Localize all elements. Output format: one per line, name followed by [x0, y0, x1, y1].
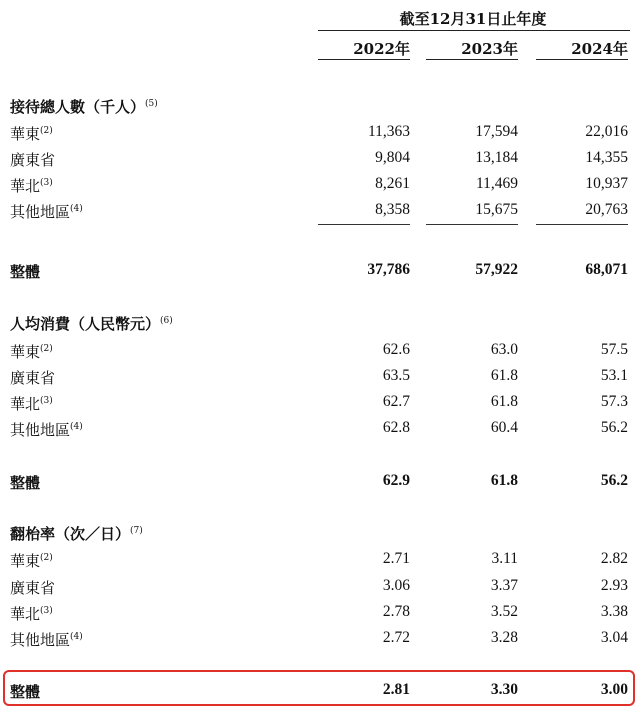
row-label: 華東$^{(2)}$ — [10, 343, 53, 361]
total-value: 61.8 — [490, 472, 518, 489]
row-label: 華東$^{(2)}$ — [10, 125, 53, 143]
cell-value: 3.11 — [491, 550, 518, 567]
cell-value: 3.06 — [382, 577, 410, 594]
cell-value: 14,355 — [585, 149, 628, 166]
cell-value: 13,184 — [475, 149, 518, 166]
total-value: 68,071 — [585, 261, 628, 278]
cell-value: 8,261 — [375, 175, 410, 192]
cell-value: 3.04 — [600, 629, 628, 646]
row-label: 其他地區$^{(4)}$ — [10, 421, 83, 439]
cell-value: 2.93 — [600, 577, 628, 594]
row-label: 其他地區$^{(4)}$ — [10, 631, 83, 649]
row-label: 華北$^{(3)}$ — [10, 395, 53, 413]
row-label: 廣東省 — [10, 369, 56, 387]
cell-value: 62.7 — [382, 393, 410, 410]
cell-value: 3.37 — [490, 577, 518, 594]
cell-value: 62.8 — [382, 419, 410, 436]
year-2024-underline — [536, 59, 628, 60]
cell-value: 11,363 — [367, 123, 410, 140]
cell-value: 63.0 — [490, 341, 518, 358]
total-value: 3.30 — [490, 681, 518, 698]
cell-value: 61.8 — [490, 367, 518, 384]
cell-value: 57.3 — [600, 393, 628, 410]
year-2022-header: 2022年 — [353, 40, 410, 58]
cell-value: 63.5 — [382, 367, 410, 384]
year-2023-header: 2023年 — [461, 40, 518, 58]
row-label: 其他地區$^{(4)}$ — [10, 203, 83, 221]
year-2022-underline — [318, 59, 410, 60]
cell-value: 2.82 — [600, 550, 628, 567]
cell-value: 17,594 — [475, 123, 518, 140]
cell-value: 62.6 — [382, 341, 410, 358]
cell-value: 3.52 — [490, 603, 518, 620]
cell-value: 2.72 — [382, 629, 410, 646]
section-title-visitors: 接待總人數（千人）$^{(5)}$ — [10, 98, 158, 116]
cell-value: 10,937 — [585, 175, 628, 192]
cell-value: 61.8 — [490, 393, 518, 410]
total-label: 整體 — [10, 263, 41, 281]
total-label: 整體 — [10, 474, 41, 492]
cell-value: 3.28 — [490, 629, 518, 646]
cell-value: 56.2 — [600, 419, 628, 436]
total-value: 3.00 — [600, 681, 628, 698]
cell-value: 11,469 — [475, 175, 518, 192]
cell-value: 15,675 — [475, 201, 518, 218]
year-2023-underline — [426, 59, 518, 60]
row-label: 華北$^{(3)}$ — [10, 605, 53, 623]
row-label: 廣東省 — [10, 579, 56, 597]
cell-value: 9,804 — [375, 149, 410, 166]
cell-value: 60.4 — [490, 419, 518, 436]
total-value: 56.2 — [600, 472, 628, 489]
cell-value: 53.1 — [600, 367, 628, 384]
period-header: 截至12月31日止年度 — [399, 10, 547, 28]
cell-value: 2.78 — [382, 603, 410, 620]
row-label: 華東$^{(2)}$ — [10, 552, 53, 570]
header-rule — [318, 30, 630, 31]
total-value: 62.9 — [382, 472, 410, 489]
cell-value: 3.38 — [600, 603, 628, 620]
section-title-spend: 人均消費（人民幣元）$^{(6)}$ — [10, 315, 173, 333]
cell-value: 20,763 — [585, 201, 628, 218]
row-label: 華北$^{(3)}$ — [10, 177, 53, 195]
cell-value: 8,358 — [375, 201, 410, 218]
total-value: 37,786 — [367, 261, 410, 278]
subtotal-rule — [426, 224, 518, 225]
cell-value: 57.5 — [600, 341, 628, 358]
row-label: 廣東省 — [10, 151, 56, 169]
total-label: 整體 — [10, 683, 41, 701]
subtotal-rule — [318, 224, 410, 225]
cell-value: 22,016 — [585, 123, 628, 140]
section-title-turnover: 翻枱率（次／日）$^{(7)}$ — [10, 525, 143, 543]
year-2024-header: 2024年 — [571, 40, 628, 58]
total-value: 2.81 — [382, 681, 410, 698]
total-value: 57,922 — [475, 261, 518, 278]
cell-value: 2.71 — [382, 550, 410, 567]
subtotal-rule — [536, 224, 628, 225]
